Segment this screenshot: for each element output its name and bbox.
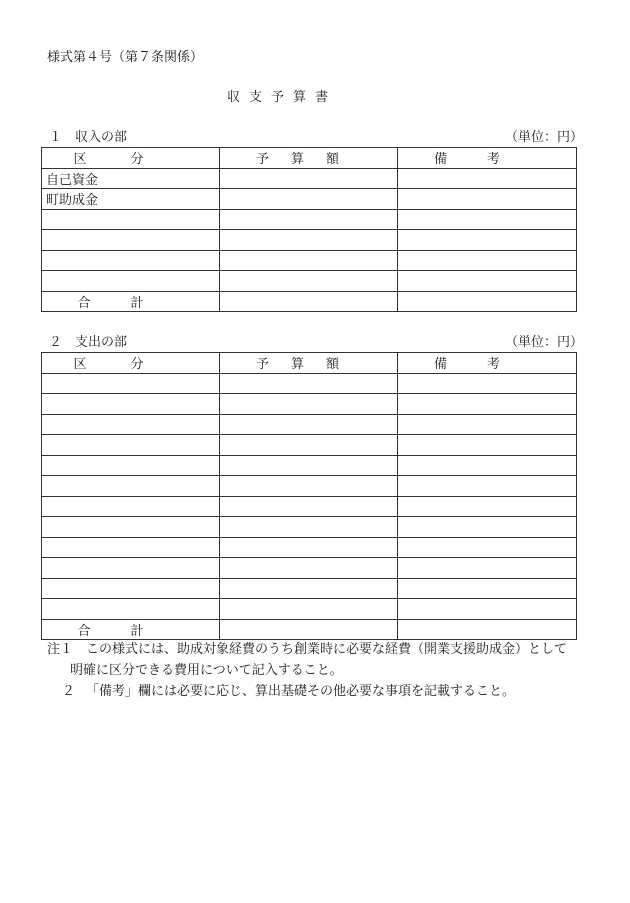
table-row (42, 599, 577, 620)
document-title: 収支予算書 (227, 90, 338, 105)
expense-table (41, 352, 577, 640)
column-header-budget: 予算額 (220, 148, 398, 169)
remarks-cell (398, 496, 577, 517)
table-row (42, 517, 577, 538)
income-section-heading: １ 収入の部 (49, 130, 128, 145)
remarks-cell (398, 537, 577, 558)
remarks-cell (398, 209, 577, 230)
expense-section-heading: ２ 支出の部 (49, 335, 128, 350)
table-row (42, 394, 577, 415)
table-row (42, 271, 577, 292)
table-row (42, 168, 577, 189)
remarks-cell (398, 558, 577, 579)
table-row (42, 250, 577, 271)
remarks-cell (398, 168, 577, 189)
total-row (42, 291, 577, 312)
budget-amount-cell (220, 517, 398, 538)
table-row (42, 558, 577, 579)
budget-amount-cell (220, 414, 398, 435)
remarks-cell (398, 271, 577, 292)
category-cell (42, 394, 220, 415)
category-cell (42, 230, 220, 251)
category-cell: 自己資金 (42, 168, 220, 189)
category-cell (42, 209, 220, 230)
budget-amount-cell (220, 250, 398, 271)
category-cell (42, 496, 220, 517)
budget-amount-cell (220, 455, 398, 476)
total-remarks-cell (398, 291, 577, 312)
form-number: 様式第４号（第７条関係） (47, 50, 204, 65)
table-header-row (42, 353, 577, 374)
budget-amount-cell (220, 394, 398, 415)
table-row (42, 435, 577, 456)
table-row (42, 230, 577, 251)
category-cell (42, 373, 220, 394)
remarks-cell (398, 414, 577, 435)
table-row (42, 496, 577, 517)
budget-amount-cell (220, 599, 398, 620)
category-cell (42, 250, 220, 271)
budget-amount-cell (220, 578, 398, 599)
column-header-category: 区分 (42, 148, 220, 169)
category-cell (42, 476, 220, 497)
column-header-remarks: 備考 (398, 353, 577, 374)
category-cell (42, 455, 220, 476)
total-amount-cell (220, 291, 398, 312)
remarks-cell (398, 455, 577, 476)
budget-amount-cell (220, 496, 398, 517)
remarks-cell (398, 435, 577, 456)
total-remarks-cell (398, 619, 577, 640)
budget-amount-cell (220, 209, 398, 230)
table-row (42, 476, 577, 497)
column-header-category: 区分 (42, 353, 220, 374)
note-1-line-2: 明確に区分できる費用について記入すること。 (70, 663, 343, 678)
remarks-cell (398, 476, 577, 497)
remarks-cell (398, 189, 577, 210)
table-header-row (42, 148, 577, 169)
column-header-budget: 予算額 (220, 353, 398, 374)
budget-amount-cell (220, 271, 398, 292)
remarks-cell (398, 250, 577, 271)
total-label-cell: 合計 (42, 291, 220, 312)
remarks-cell (398, 230, 577, 251)
remarks-cell (398, 599, 577, 620)
category-cell: 町助成金 (42, 189, 220, 210)
budget-amount-cell (220, 230, 398, 251)
total-amount-cell (220, 619, 398, 640)
note-1-marker: 注１ (47, 642, 74, 657)
table-row (42, 414, 577, 435)
category-cell (42, 271, 220, 292)
table-row (42, 455, 577, 476)
budget-amount-cell (220, 537, 398, 558)
remarks-cell (398, 517, 577, 538)
category-cell (42, 435, 220, 456)
budget-amount-cell (220, 435, 398, 456)
category-cell (42, 558, 220, 579)
category-cell (42, 517, 220, 538)
table-row (42, 209, 577, 230)
category-cell (42, 578, 220, 599)
category-cell (42, 537, 220, 558)
category-cell (42, 414, 220, 435)
total-label-cell: 合計 (42, 619, 220, 640)
income-unit-label: （単位：円） (505, 130, 584, 145)
budget-amount-cell (220, 558, 398, 579)
table-row (42, 189, 577, 210)
income-table (41, 147, 577, 312)
table-row (42, 373, 577, 394)
budget-amount-cell (220, 168, 398, 189)
remarks-cell (398, 578, 577, 599)
budget-amount-cell (220, 476, 398, 497)
remarks-cell (398, 373, 577, 394)
expense-unit-label: （単位：円） (505, 335, 584, 350)
category-cell (42, 599, 220, 620)
budget-amount-cell (220, 189, 398, 210)
remarks-cell (398, 394, 577, 415)
table-row (42, 537, 577, 558)
budget-amount-cell (220, 373, 398, 394)
total-row (42, 619, 577, 640)
table-row (42, 578, 577, 599)
column-header-remarks: 備考 (398, 148, 577, 169)
note-2-line-1: 「備考」欄には必要に応じ、算出基礎その他必要な事項を記載すること。 (86, 684, 516, 699)
note-2-marker: ２ (62, 684, 76, 699)
note-1-line-1: この様式には、助成対象経費のうち創業時に必要な経費（開業支援助成金）として (86, 642, 568, 657)
